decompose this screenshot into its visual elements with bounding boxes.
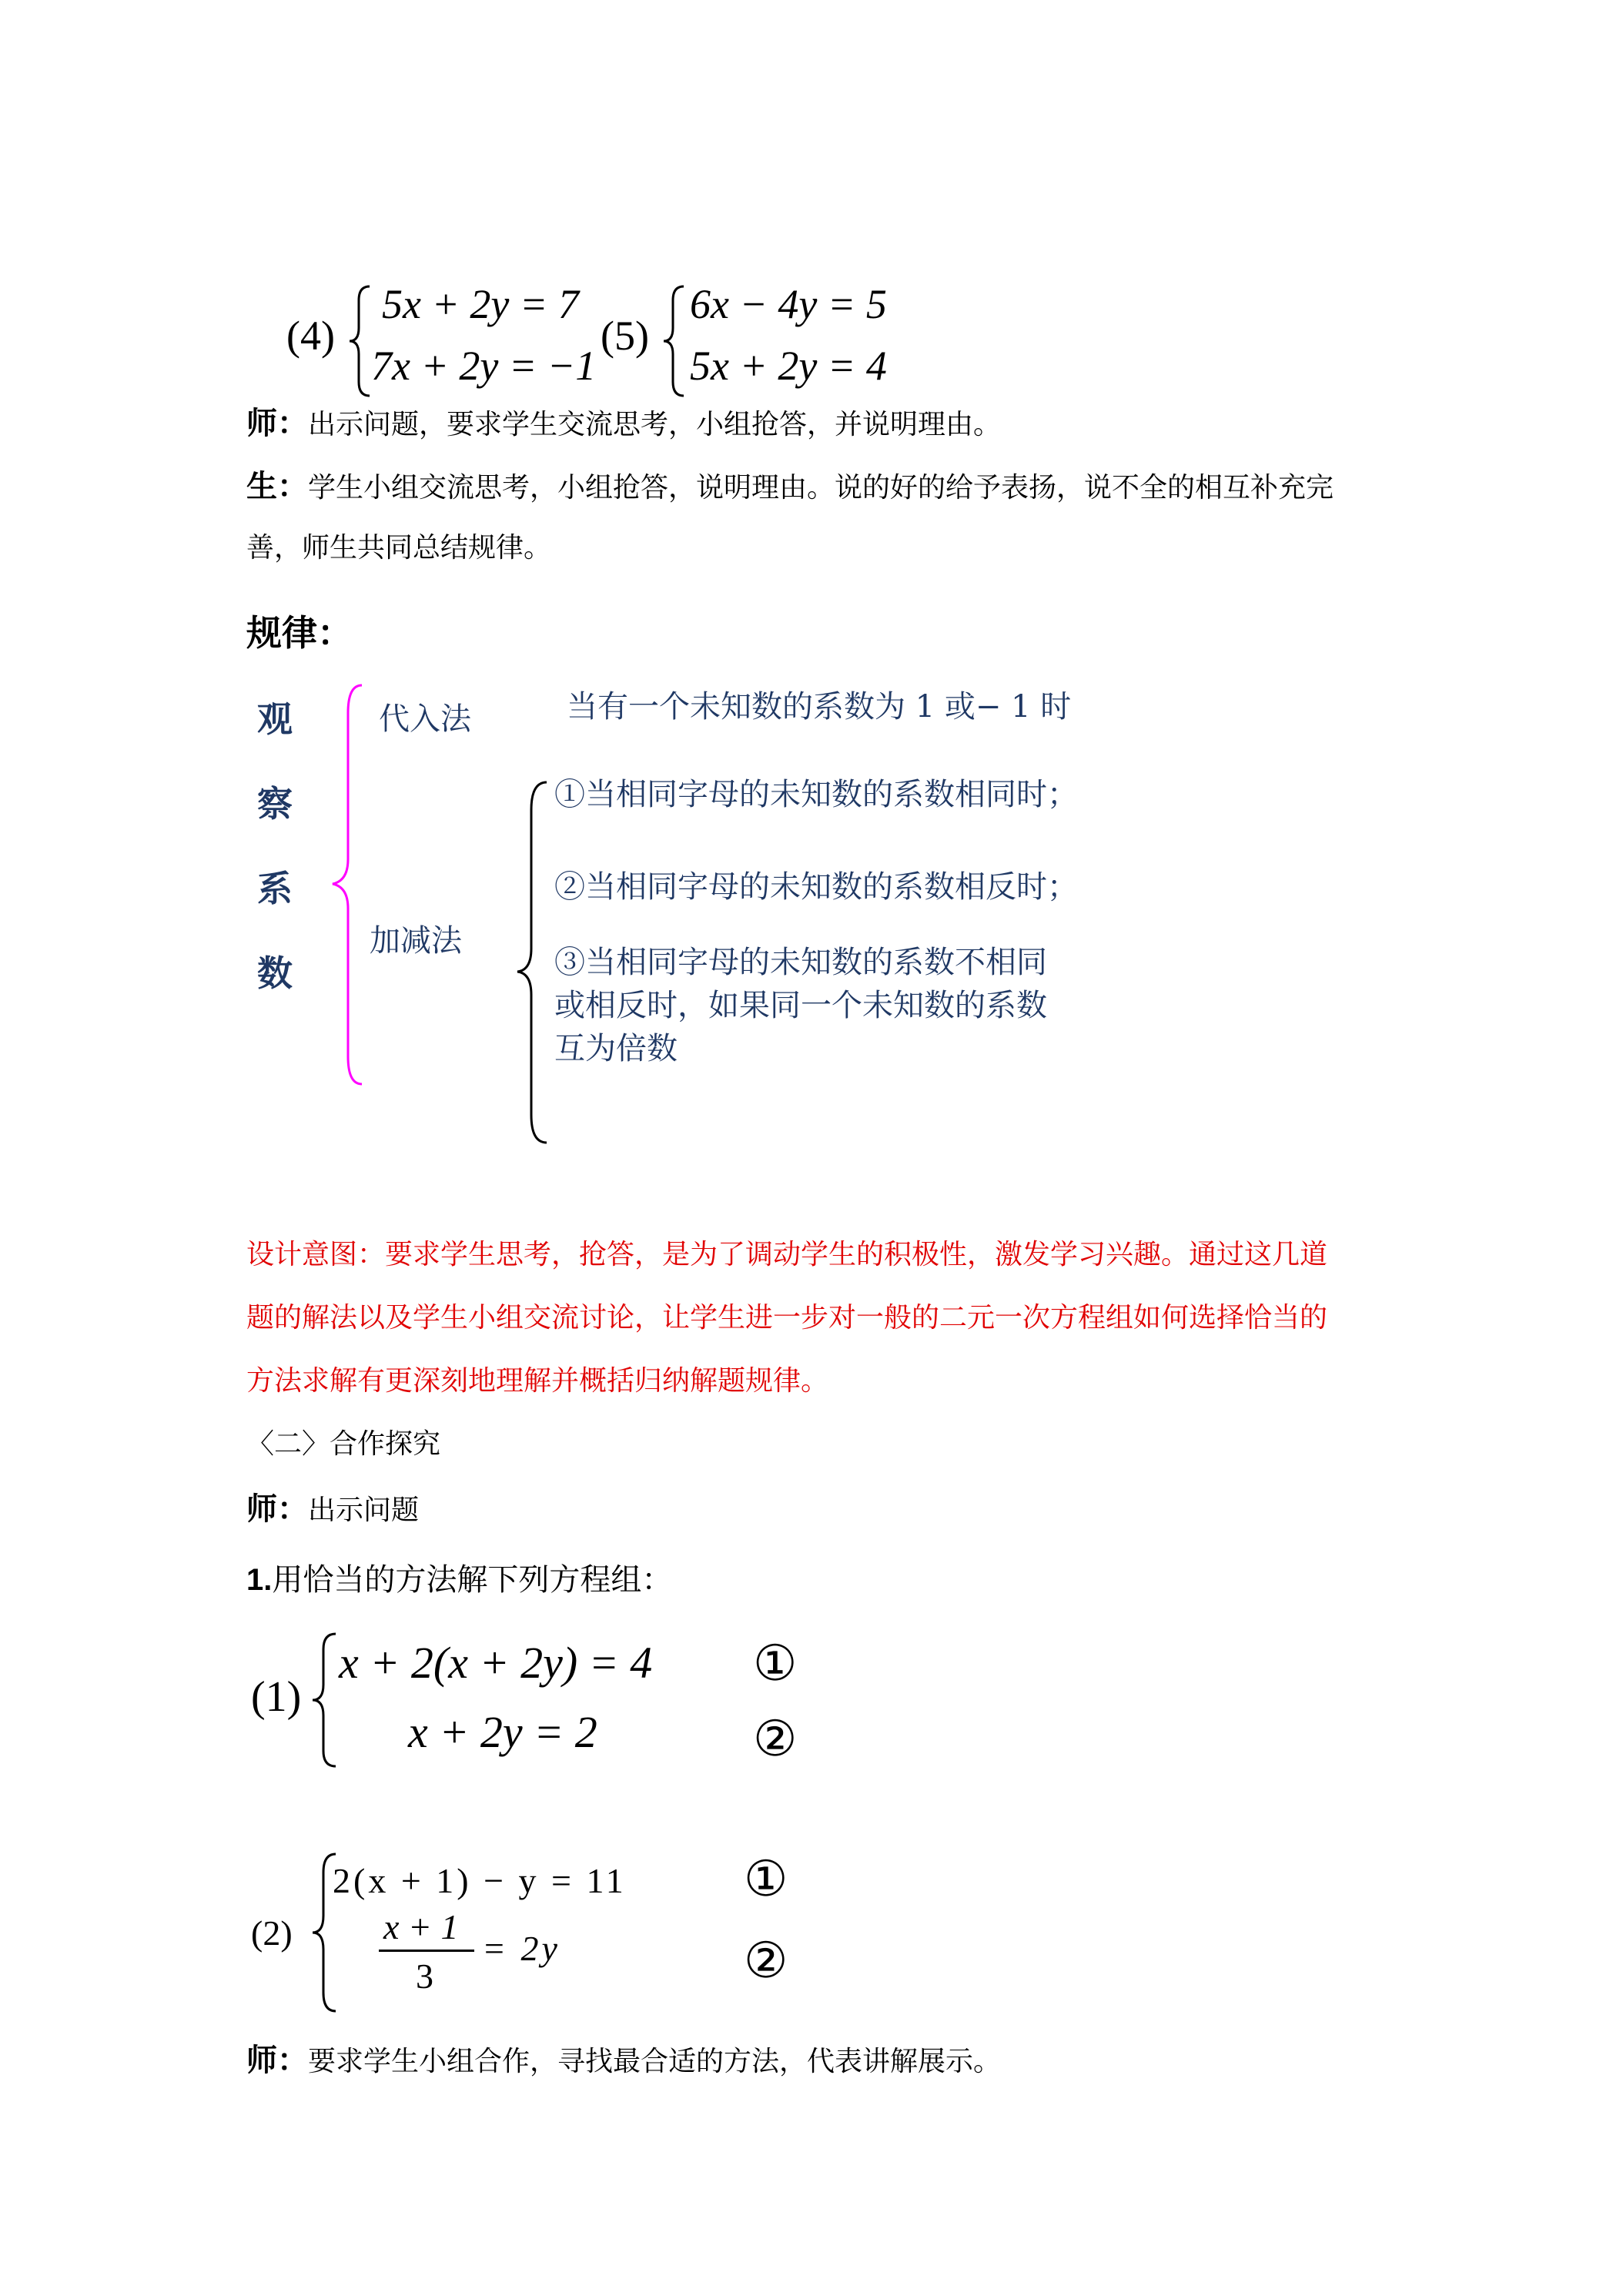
design-intent-line3: 方法求解有更深刻地理解并概括归纳解题规律。	[246, 1365, 829, 1397]
teacher-label-2: 师：	[246, 1491, 308, 1527]
addsub-condition-3-line3: 互为倍数	[554, 1031, 678, 1066]
system-1-brace	[308, 1631, 342, 1769]
teacher-text-2: 出示问题	[308, 1494, 420, 1526]
addsub-condition-1: ①当相同字母的未知数的系数相同时；	[554, 777, 1078, 812]
system-5-brace	[659, 283, 690, 399]
system-1-mark-2: ②	[753, 1712, 798, 1766]
teacher-text: 出示问题，要求学生交流思考，小组抢答，并说明理由。	[308, 409, 1002, 440]
design-intent-line2: 题的解法以及学生小组交流讨论，让学生进一步对一般的二元一次方程组如何选择恰当的	[246, 1302, 1328, 1334]
system-2-eq1: 2(x + 1) − y = 11	[333, 1861, 627, 1900]
system-1-mark-1: ①	[753, 1636, 798, 1691]
method-substitution: 代入法	[379, 701, 471, 737]
method-addsub: 加减法	[370, 923, 462, 959]
system-4-eq2: 7x + 2y = −1	[371, 343, 597, 389]
system-5-eq2: 5x + 2y = 4	[690, 343, 887, 389]
diagram-root-char-2: 察	[257, 783, 293, 825]
addsub-condition-2: ②当相同字母的未知数的系数相反时；	[554, 869, 1078, 905]
question-1-text: 用恰当的方法解下列方程组：	[272, 1562, 673, 1598]
system-2-label: (2)	[251, 1913, 293, 1953]
addsub-condition-3-line2: 或相反时，如果同一个未知数的系数	[554, 988, 1047, 1023]
teacher-paragraph-2	[246, 1491, 420, 1527]
student-paragraph-line2: 善，师生共同总结规律。	[246, 532, 552, 564]
system-1-eq2: x + 2y = 2	[408, 1707, 597, 1757]
system-2-eq2-denominator: 3	[416, 1956, 433, 1996]
system-1-eq1: x + 2(x + 2y) = 4	[339, 1638, 653, 1688]
substitution-condition: 当有一个未知数的系数为 1 或− 1 时	[567, 689, 1072, 725]
system-5-eq1: 6x − 4y = 5	[690, 281, 887, 327]
rule-heading: 规律：	[246, 612, 353, 654]
teacher-label: 师：	[246, 405, 308, 441]
system-2-mark-1: ①	[744, 1852, 788, 1906]
teacher-text-3: 要求学生小组合作，寻找最合适的方法，代表讲解展示。	[308, 2046, 1002, 2077]
system-1-label: (1)	[251, 1673, 302, 1721]
diagram-main-brace	[328, 682, 366, 1087]
system-2-eq2-rest: = 2y	[482, 1929, 561, 1968]
diagram-root-char-3: 系	[257, 868, 293, 909]
system-2-eq2-numerator: x + 1	[383, 1907, 459, 1946]
teacher-paragraph-1	[246, 405, 1002, 441]
student-label: 生：	[246, 468, 308, 504]
student-paragraph-line1	[246, 468, 1334, 504]
addsub-condition-3-line1: ③当相同字母的未知数的系数不相同	[554, 945, 1047, 980]
student-text-line1: 学生小组交流思考，小组抢答，说明理由。说的好的给予表扬，说不全的相互补充完	[308, 472, 1334, 504]
system-5-label: (5)	[601, 313, 649, 359]
diagram-root-char-4: 数	[257, 952, 293, 994]
section-2-title: 〈二〉合作探究	[246, 1428, 441, 1460]
design-intent-line1: 设计意图：要求学生思考，抢答，是为了调动学生的积极性，激发学习兴趣。通过这几道	[246, 1239, 1328, 1270]
teacher-label-3: 师：	[246, 2042, 308, 2078]
diagram-sub-brace	[513, 779, 551, 1146]
question-1-number: 1.	[246, 1563, 273, 1597]
system-2-fraction-bar	[379, 1950, 474, 1952]
diagram-root-char-1: 观	[257, 698, 293, 740]
teacher-paragraph-3	[246, 2042, 1002, 2078]
system-4-label: (4)	[286, 313, 335, 359]
system-2-mark-2: ②	[744, 1933, 788, 1988]
question-1	[246, 1555, 672, 1599]
system-4-eq1: 5x + 2y = 7	[382, 281, 579, 327]
